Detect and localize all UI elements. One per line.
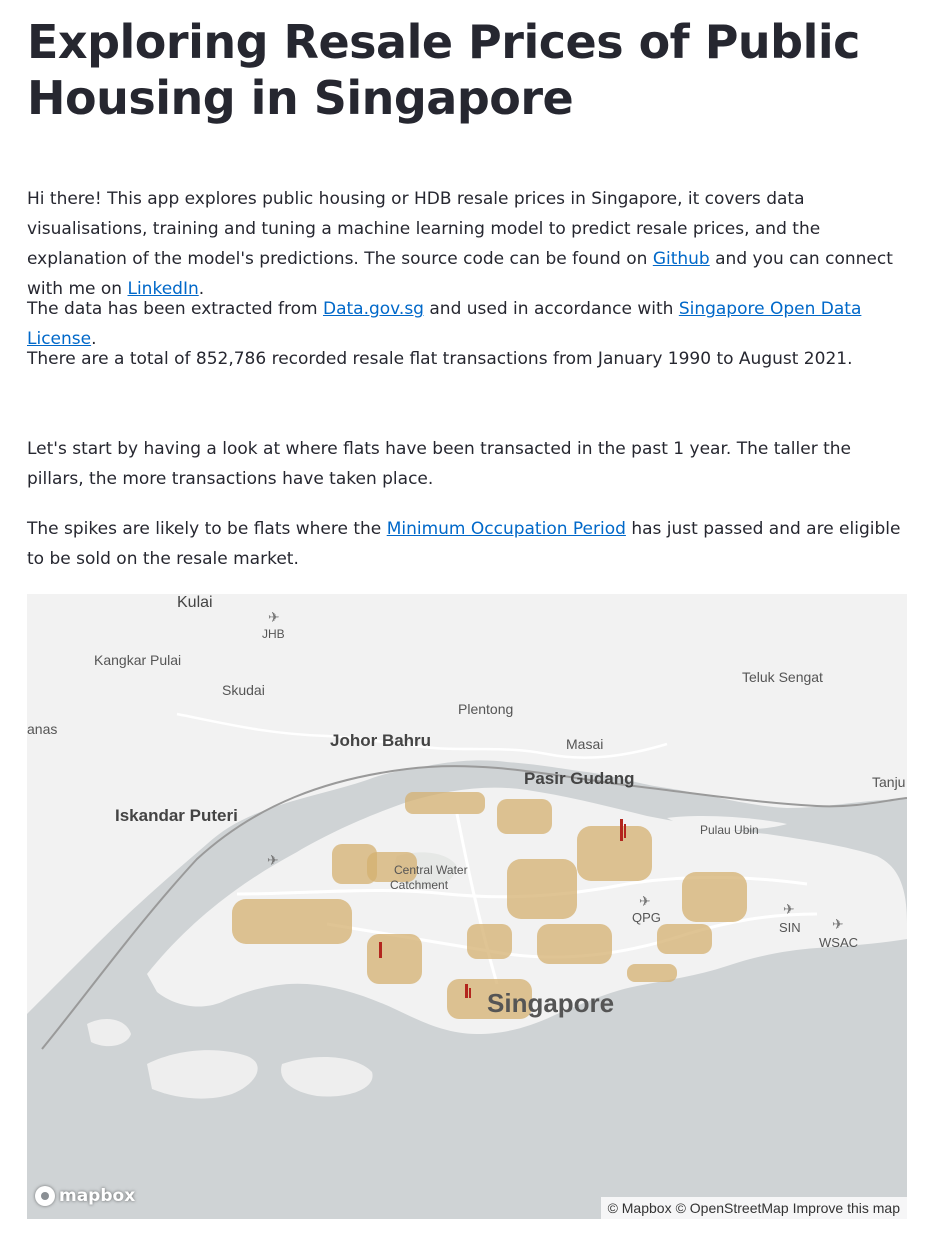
map-canvas[interactable] [27,594,907,1219]
intro-paragraph [27,184,907,304]
total-transactions-text: There are a total of 852,786 recorded resale flat transactions from January 1990 to August 2021. [27,349,853,369]
spikes-paragraph [27,514,907,574]
cluster-jurong [232,899,352,944]
cluster-woodlands [405,792,485,814]
cluster-sengkang [577,826,652,881]
mapbox-logo-text: mapbox [59,1186,136,1206]
map-label-iskandar-puteri: Iskandar Puteri [115,806,238,825]
map-label-catchment: Catchment [390,878,449,892]
linkedin-link[interactable]: LinkedIn [127,279,199,299]
map-label-singapore: Singapore [487,988,615,1018]
spike-punggol-2 [624,824,626,838]
map-label-johor-bahru: Johor Bahru [330,731,432,750]
spikes-text-after: has just passed and are eligible to be sold on the resale market. [27,519,901,569]
map-label-pasir-gudang: Pasir Gudang [524,769,635,788]
data-source-between: and used in accordance with [423,299,679,319]
airport-icon-qpg: ✈ [639,894,651,910]
spike-punggol [620,819,623,841]
cluster-pasir-ris [682,872,747,922]
mapbox-logo[interactable] [35,1181,135,1211]
map-label-pulau-ubin: Pulau Ubin [700,823,759,837]
airport-icon-wsac: ✈ [832,917,844,933]
attribution-osm[interactable]: © OpenStreetMap [675,1200,789,1216]
map-label-kulai: Kulai [177,594,213,611]
data-source-text: The data has been extracted from [27,299,323,319]
map-label-masai: Masai [566,736,604,752]
cluster-hougang [507,859,577,919]
spike-tiong-bahru [465,984,468,998]
map-label-kangkar-pulai: Kangkar Pulai [94,652,182,668]
license-link[interactable]: Singapore Open Data License [27,299,862,349]
mop-link[interactable]: Minimum Occupation Period [386,519,626,539]
page-title: Exploring Resale Prices of Public Housing in Singapore [27,15,860,125]
cluster-tampines [657,924,712,954]
data-source-end: . [91,329,97,349]
airport-icon-tengah: ✈ [267,853,279,869]
cluster-clementi [367,934,422,984]
map-label-wsac: WSAC [819,935,858,950]
map-label-jhb: JHB [262,627,285,641]
github-link[interactable]: Github [652,249,710,269]
spike-tiong-bahru-2 [469,988,471,998]
intro-text: Hi there! This app explores public housing or HDB resale prices in Singapore, it covers data visualisations, training and tuning a machine learning model to predict resale prices, and the explanation of the model's predictions. The source code can be found on [27,189,821,269]
map-label-plentong: Plentong [458,701,514,717]
map-label-skudai: Skudai [222,682,265,698]
map-label-sin: SIN [779,920,801,935]
transactions-map[interactable] [27,594,907,1219]
cluster-bishan [467,924,512,959]
map-label-central-water: Central Water [394,863,468,877]
map-label-qpg: QPG [632,910,661,925]
cluster-marine-parade [627,964,677,982]
mapbox-logo-icon [35,1186,55,1206]
intro-text-between: and you can connect with me on [27,249,893,299]
attribution-improve[interactable]: Improve this map [792,1200,900,1216]
map-attribution [601,1197,907,1219]
intro-text-end: . [198,279,205,299]
spikes-text: The spikes are likely to be flats where the [27,519,387,539]
spike-bukit-batok [379,942,382,958]
airport-icon-sin: ✈ [783,902,795,918]
airport-icon-jhb: ✈ [268,610,280,626]
cluster-geylang [537,924,612,964]
map-label-tanju: Tanju [872,774,906,790]
map-intro-text: Let's start by having a look at where flats have been transacted in the past 1 year. The taller the pillars, the more transactions have taken place. [27,439,852,489]
map-label-anas: anas [27,721,58,737]
datagov-link[interactable]: Data.gov.sg [322,299,424,319]
cluster-yishun [497,799,552,834]
attribution-mapbox[interactable]: © Mapbox [607,1200,672,1216]
map-label-teluk-sengat: Teluk Sengat [742,669,823,685]
